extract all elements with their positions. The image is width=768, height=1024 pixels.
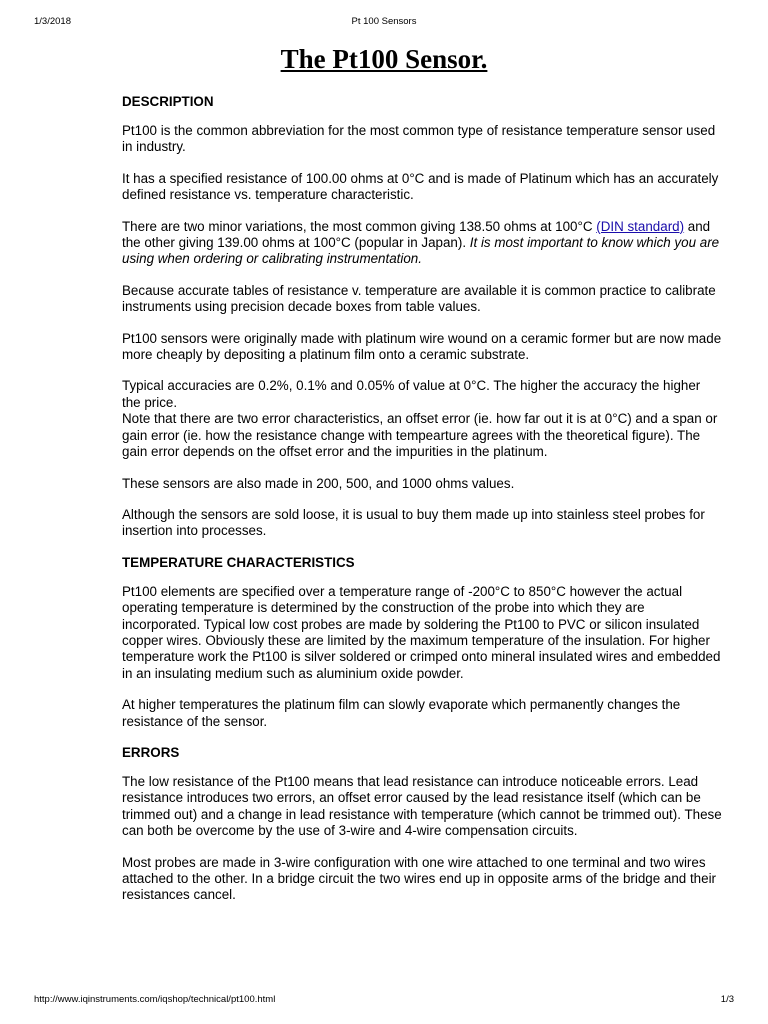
print-header bbox=[0, 16, 768, 30]
print-page-number: 1/3 bbox=[720, 994, 734, 1005]
section-heading-description: DESCRIPTION bbox=[122, 94, 214, 109]
text: There are two minor variations, the most common giving 138.50 ohms at 100°C bbox=[122, 218, 597, 234]
paragraph-variations bbox=[122, 219, 722, 268]
section-heading-errors: ERRORS bbox=[122, 744, 180, 760]
text: and the other giving 139.00 ohms at 100°C (popular in Japan). bbox=[122, 218, 711, 251]
paragraph: Note that there are two error characteristics, an offset error (ie. how far out it is at 0°C) and a span or gain error (ie. how the resistance change with tempearture agrees with the theoretical figure). The gain error depends on the offset error and the impurities in the platinum. bbox=[122, 411, 718, 460]
paragraph: Pt100 sensors were originally made with platinum wire wound on a ceramic former but are now made more cheaply by depositing a platinum film onto a ceramic substrate. bbox=[122, 330, 722, 363]
paragraph: Most probes are made in 3-wire configuration with one wire attached to one terminal and two wires attached to the other. In a bridge circuit the two wires end up in opposite arms of the bridge and their resistances cancel. bbox=[122, 854, 717, 903]
paragraph: At higher temperatures the platinum film can slowly evaporate which permanently changes the resistance of the sensor. bbox=[122, 697, 681, 729]
emphasis-text: It is most important to know which you are using when ordering or calibrating instrumentation. bbox=[122, 235, 720, 267]
document-body bbox=[122, 42, 722, 919]
paragraph: Typical accuracies are 0.2%, 0.1% and 0.05% of value at 0°C. The higher the accuracy the higher the price. bbox=[122, 378, 701, 410]
document-title: The Pt100 Sensor. bbox=[280, 44, 488, 74]
paragraph: It has a specified resistance of 100.00 ohms at 0°C and is made of Platinum which has an accurately defined resistance vs. temperature characteristic. bbox=[122, 170, 719, 203]
paragraph: Because accurate tables of resistance v. temperature are available it is common practice to calibrate instruments using precision decade boxes from table values. bbox=[122, 282, 716, 315]
paragraph: The low resistance of the Pt100 means that lead resistance can introduce noticeable errors. Lead resistance introduces two errors, an offset error caused by the lead resistance itself (which can be trimmed out) and a change in lead resistance with temperature (which cannot be trimmed out). These can both be overcome by the use of 3-wire and 4-wire compensation circuits. bbox=[122, 773, 722, 839]
print-page-title: Pt 100 Sensors bbox=[351, 16, 417, 27]
print-url: http://www.iqinstruments.com/iqshop/technical/pt100.html bbox=[34, 994, 276, 1005]
din-standard-link[interactable]: (DIN standard) bbox=[596, 218, 685, 234]
paragraph: These sensors are also made in 200, 500, and 1000 ohms values. bbox=[122, 475, 515, 491]
paragraph: Although the sensors are sold loose, it is usual to buy them made up into stainless steel probes for insertion into processes. bbox=[122, 506, 705, 539]
paragraph: Pt100 is the common abbreviation for the most common type of resistance temperature sensor used in industry. bbox=[122, 123, 716, 155]
print-footer bbox=[0, 994, 768, 1008]
section-heading-temperature: TEMPERATURE CHARACTERISTICS bbox=[122, 554, 355, 570]
paragraph: Pt100 elements are specified over a temperature range of -200°C to 850°C however the actual operating temperature is determined by the construction of the probe into which they are incorporated. Typical low cost probes are made by soldering the Pt100 to PVC or silicon insulated copper wires. Obviously these are limited by the maximum temperature of the insulation. For higher temperature work the Pt100 is silver soldered or crimped onto mineral insulated wires and embedded in an insulating medium such as aluminium oxide powder. bbox=[122, 583, 721, 681]
print-date: 1/3/2018 bbox=[34, 16, 71, 27]
